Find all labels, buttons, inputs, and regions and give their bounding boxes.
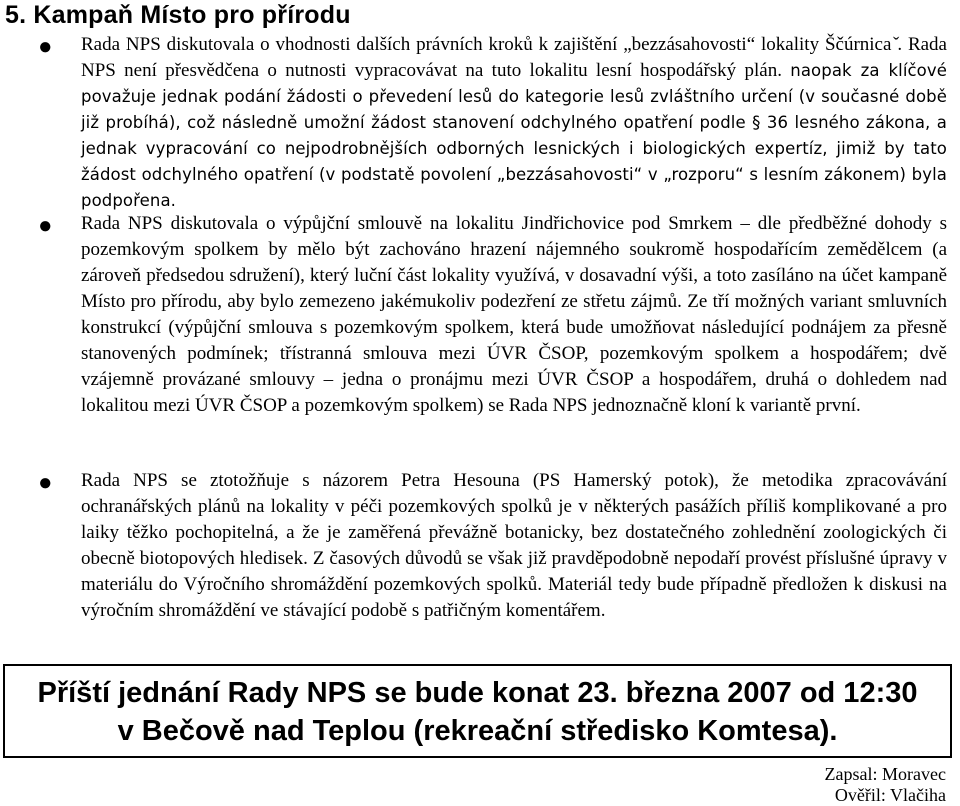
bullet-marker: ● [38,470,53,496]
paragraph-text: Rada NPS diskutovala o vhodnosti dalších právních kroků k zajištění „bezzásahovosti“ lokality Ščúrnica ̌. Rada NPS není přesvědčena o nutnosti vypracovávat na tuto lokalitu lesní hospodářský plán. [81,34,947,81]
section-heading: 5. Kampaň Místo pro přírodu [5,1,351,29]
announcement-date-line: Příští jednání Rady NPS se bude konat 23. března 2007 od 12:30 [37,677,918,709]
verified-by: Ověřil: Vlačiha [834,785,946,805]
bullet-marker: ● [38,34,53,60]
paragraph-methodology [81,468,947,624]
paragraph-loan-agreement [81,211,947,419]
paragraph-text: Rada NPS diskutovala o výpůjční smlouvě na lokalitu Jindřichovice pod Smrkem – dle předběžné dohody s pozemkovým spolkem by mělo být zachováno hrazení nájemného soukromě hospodařícím zemědělcem (a zároveň předsedou sdružení), který luční část lokality využívá, v dosavadní výši, a toto zasíláno na účet kampaně Místo pro přírodu, aby bylo zemezeno jakémukoliv podezření ze střetu zájmů. Ze tří možných variant smluvních konstrukcí (výpůjční smlouva s pozemkovým spolkem, která bude umožňovat následující podnájem za přesně stanovených podmínek; třístranná smlouva mezi ÚVR ČSOP, pozemkovým spolkem a hospodářem; dvě vzájemně provázané smlouvy – jedna o pronájmu mezi ÚVR ČSOP a hospodářem, druhá o dohledem nad lokalitou mezi ÚVR ČSOP a pozemkovým spolkem) se Rada NPS jednoznačně kloní k variantě první. [81,213,947,416]
paragraph-text: Rada NPS se ztotožňuje s názorem Petra Hesouna (PS Hamerský potok), že metodika zpracovávání ochranářských plánů na lokality v péči pozemkových spolků je v některých pasážích příliš komplikované a pro laiky těžko pochopitelná, a že je zaměřená převážně botanicky, bez dostatečného zohlednění zoologických či obecně biotopových hledisek. Z časových důvodů se však již pravděpodobně nepodaří provést příslušné úpravy v materiálu do Výročního shromáždění pozemkových spolků. Materiál tedy bude případně předložen k diskusi na výročním shromáždění ve stávající podobě s patřičným komentářem. [81,470,947,621]
paragraph-text-continued: naopak za klíčové považuje jednak podání žádosti o převedení lesů do kategorie lesů zvláštního určení (v současné době již probíhá), což následně umožní žádost stanovení odchylného opatření podle § 36 lesného zákona, a jednak vypracování co nejpodrobnějších odborných lesnických i biologických expertíz, jimiž by tato žádost odchylného opatření (v podstatě povolení „bezzásahovosti“ v „rozporu“ s lesním zákonem) byla podpořena. [81,61,947,210]
paragraph-legal-steps [81,32,947,214]
bullet-marker: ● [38,213,53,239]
next-meeting-announcement [3,664,952,758]
announcement-location-line: v Bečově nad Teplou (rekreační středisko Komtesa). [117,715,838,747]
recorded-by: Zapsal: Moravec [824,764,946,784]
